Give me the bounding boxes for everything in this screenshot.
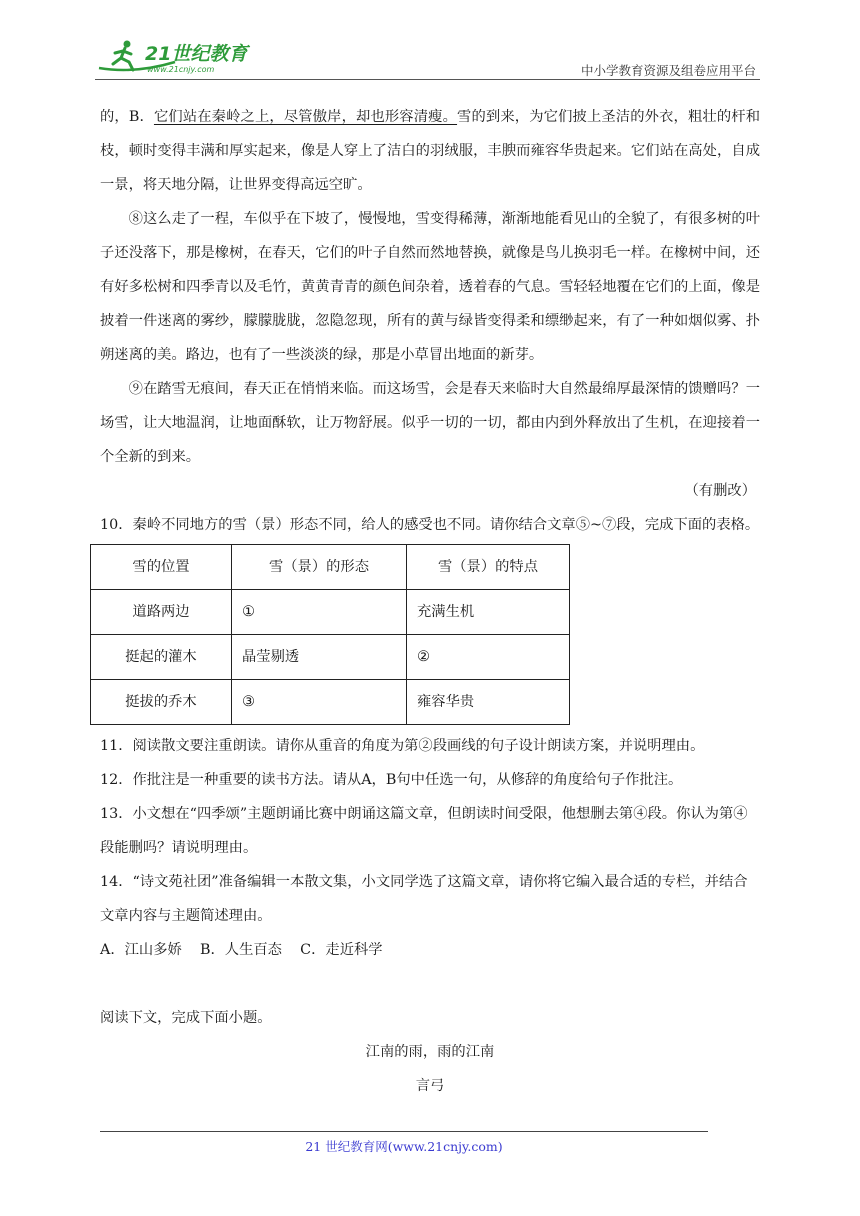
logo-url: www.21cnjy.com [147,65,215,74]
platform-name: 中小学教育资源及组卷应用平台 [580,63,756,78]
footer-divider [100,1131,708,1132]
table-cell: ① [232,590,407,635]
table-cell: ② [407,635,570,680]
next-passage-title: 江南的雨，雨的江南 [365,1044,495,1060]
passage-paragraph-7-end [100,100,760,202]
footer-text[interactable]: 21 世纪教育网(www.21cnjy.com) [305,1139,503,1154]
table-cell: 雍容华贵 [407,680,570,725]
source-note: （有删改） [684,483,756,499]
logo-21cnjy-icon [95,38,265,78]
next-passage-author: 言弓 [415,1078,445,1094]
page-header [95,38,760,80]
table-cell: 挺拔的乔木 [91,680,232,725]
passage-paragraph-9: ⑨在踏雪无痕间，春天正在悄悄来临。而这场雪，会是春天来临时大自然最绵厚最深情的馈赠吗？一场雪，让大地温润，让地面酥软，让万物舒展。似乎一切的一切，都由内到外释放出了生机，在迎接着一个全新的到来。 [100,381,760,465]
question-14: 14．“诗文苑社团”准备编辑一本散文集，小文同学选了这篇文章，请你将它编入最合适的专栏，并结合文章内容与主题简述理由。 [100,874,748,924]
table-cell: 道路两边 [91,590,232,635]
table-header: 雪（景）的特点 [407,545,570,590]
next-section-instruction: 阅读下文，完成下面小题。 [100,1010,272,1026]
logo-text: 21世纪教育 [145,43,248,65]
question-12: 12．作批注是一种重要的读书方法。请从A，B句中任选一句，从修辞的角度给句子作批注。 [100,772,683,788]
question-10: 10．秦岭不同地方的雪（景）形态不同，给人的感受也不同。请你结合文章⑤~⑦段，完成下面的表格。 [100,517,760,533]
table-cell: 晶莹剔透 [232,635,407,680]
passage-paragraph-8: ⑧这么走了一程，车似乎在下坡了，慢慢地，雪变得稀薄，渐渐地能看见山的全貌了，有很多树的叶子还没落下，那是橡树，在春天，它们的叶子自然而然地替换，就像是鸟儿换羽毛一样。在橡树中间，还有好多松树和四季青以及毛竹，黄黄青青的颜色间杂着，透着春的气息。雪轻轻地覆在它们的上面，像是披着一件迷离的雾纱，朦朦胧胧，忽隐忽现，所有的黄与绿皆变得柔和缥缈起来，有了一种如烟似雾、扑朔迷离的美。路边，也有了一些淡淡的绿，那是小草冒出地面的新芽。 [100,211,760,363]
underlined-sentence-b: 它们站在秦岭之上，尽管傲岸，却也形容清瘦。 [153,109,458,125]
p1-rest: 雪的到来，为它们披上圣洁的外衣，粗壮的杆和枝，顿时变得丰满和厚实起来，像是人穿上了洁白的羽绒服，丰腴而雍容华贵起来。它们站在高处，自成一景，将天地分隔，让世界变得高远空旷。 [100,109,761,193]
table-row [91,590,570,635]
table-cell: ③ [232,680,407,725]
table-header-row [91,545,570,590]
question-14-options: A．江山多娇 B．人生百态 C．走近科学 [100,942,383,958]
table-row [91,680,570,725]
question-11: 11．阅读散文要注重朗读。请你从重音的角度为第②段画线的句子设计朗读方案，并说明理由。 [100,738,705,754]
table-header: 雪（景）的形态 [232,545,407,590]
snow-table [90,544,570,725]
table-cell: 充满生机 [407,590,570,635]
question-13: 13．小文想在“四季颂”主题朗诵比赛中朗诵这篇文章，但朗读时间受限，他想删去第④段。你认为第④段能删吗？请说明理由。 [100,806,748,856]
table-header: 雪的位置 [91,545,232,590]
header-divider [95,79,760,80]
table-cell: 挺起的灌木 [91,635,232,680]
main-content [100,100,760,1103]
p1-start: 的，B． [100,109,154,125]
table-row [91,635,570,680]
